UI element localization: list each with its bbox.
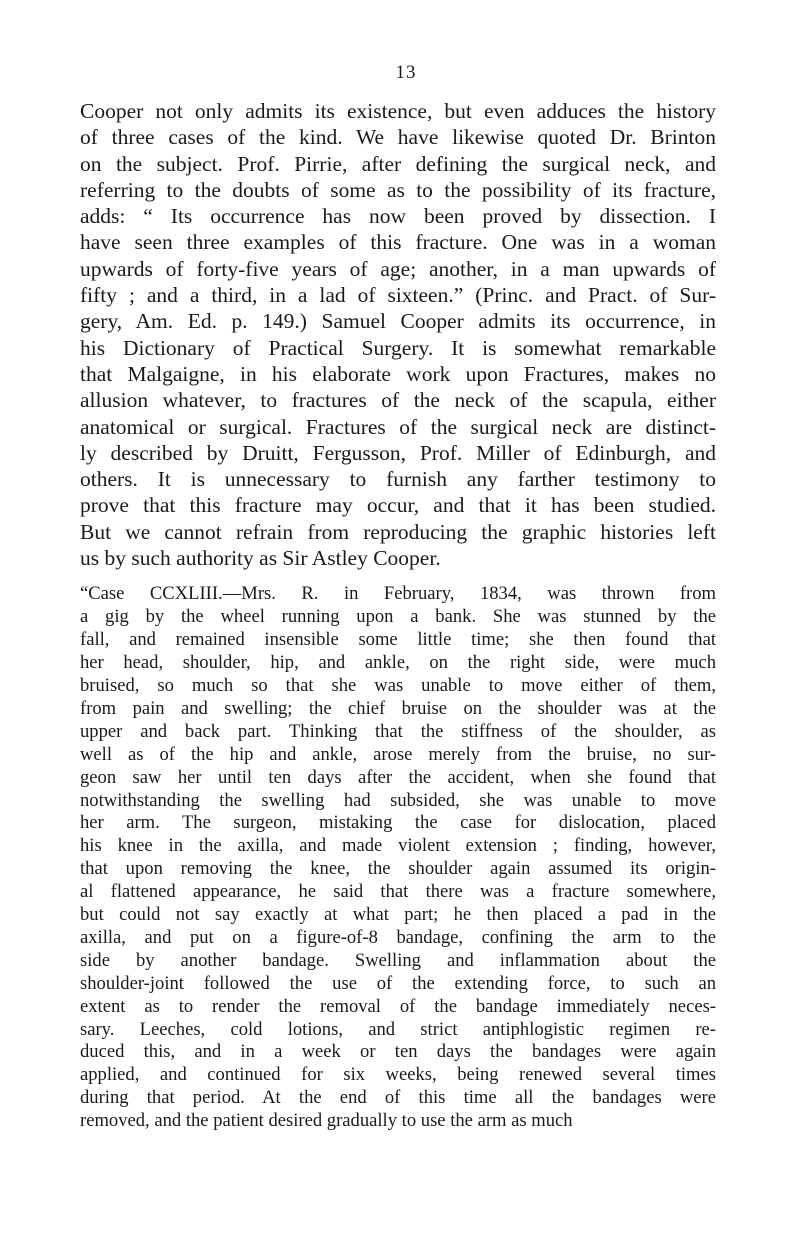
text-line: shoulder-joint followed the use of the extending force, to such an [80,972,716,994]
text-line: from pain and swelling; the chief bruise on the shoulder was at the [80,697,716,719]
text-line: his knee in the axilla, and made violent extension ; finding, however, [80,835,716,857]
paragraph-intro [80,98,716,571]
text-line: prove that this fracture may occur, and that it has been studied. [80,493,716,518]
text-line: referring to the doubts of some as to the possibility of its fracture, [80,177,716,202]
text-line: fifty ; and a third, in a lad of sixteen.” (Princ. and Pract. of Sur- [80,283,716,308]
text-line: of three cases of the kind. We have likewise quoted Dr. Brinton [80,125,716,150]
text-line: her arm. The surgeon, mistaking the case for dislocation, placed [80,812,716,834]
text-line: duced this, and in a week or ten days the bandages were again [80,1041,716,1063]
text-line: us by such authority as Sir Astley Cooper. [80,546,441,571]
text-line: But we cannot refrain from reproducing the graphic histories left [80,519,716,544]
text-line: have seen three examples of this fracture. One was in a woman [80,230,716,255]
text-line: sary. Leeches, cold lotions, and strict antiphlogistic regimen re- [80,1018,716,1040]
text-line: well as of the hip and ankle, arose merely from the bruise, no sur- [80,743,716,765]
text-line: allusion whatever, to fractures of the neck of the scapula, either [80,388,716,413]
text-line: her head, shoulder, hip, and ankle, on the right side, were much [80,652,716,674]
text-line: gery, Am. Ed. p. 149.) Samuel Cooper admits its occurrence, in [80,309,716,334]
text-line: upper and back part. Thinking that the stiffness of the shoulder, as [80,720,716,742]
text-line: side by another bandage. Swelling and inflammation about the [80,949,716,971]
text-line: geon saw her until ten days after the accident, when she found that [80,766,716,788]
text-line: bruised, so much so that she was unable to move either of them, [80,674,716,696]
text-line: removed, and the patient desired gradually to use the arm as much [80,1110,573,1132]
text-line: upwards of forty-five years of age; another, in a man upwards of [80,256,716,281]
paragraph-case-report [80,583,716,1133]
text-line: applied, and continued for six weeks, being renewed several times [80,1064,716,1086]
text-line: during that period. At the end of this time all the bandages were [80,1087,716,1109]
text-line: adds: “ Its occurrence has now been proved by dissection. I [80,204,716,229]
body-text [80,98,716,1133]
text-line: ly described by Druitt, Fergusson, Prof. Miller of Edinburgh, and [80,440,716,465]
text-line: that Malgaigne, in his elaborate work upon Fractures, makes no [80,361,716,386]
text-line: his Dictionary of Practical Surgery. It is somewhat remarkable [80,335,716,360]
text-line: but could not say exactly at what part; he then placed a pad in the [80,904,716,926]
text-line: extent as to render the removal of the bandage immediately neces- [80,995,716,1017]
text-line: on the subject. Prof. Pirrie, after defining the surgical neck, and [80,151,716,176]
text-line: others. It is unnecessary to furnish any farther testimony to [80,467,716,492]
text-line: “Case CCXLIII.—Mrs. R. in February, 1834, was thrown from [80,583,716,605]
text-line: that upon removing the knee, the shoulder again assumed its origin- [80,858,716,880]
text-line: Cooper not only admits its existence, but even adduces the history [80,99,716,123]
text-line: notwithstanding the swelling had subsided, she was unable to move [80,789,716,811]
text-line: fall, and remained insensible some little time; she then found that [80,629,716,651]
text-line: axilla, and put on a figure-of-8 bandage, confining the arm to the [80,926,716,948]
text-line: al flattened appearance, he said that there was a fracture somewhere, [80,881,716,903]
text-line: a gig by the wheel running upon a bank. She was stunned by the [80,606,716,628]
page-number: 13 [395,62,417,83]
text-line: anatomical or surgical. Fractures of the surgical neck are distinct- [80,414,716,439]
